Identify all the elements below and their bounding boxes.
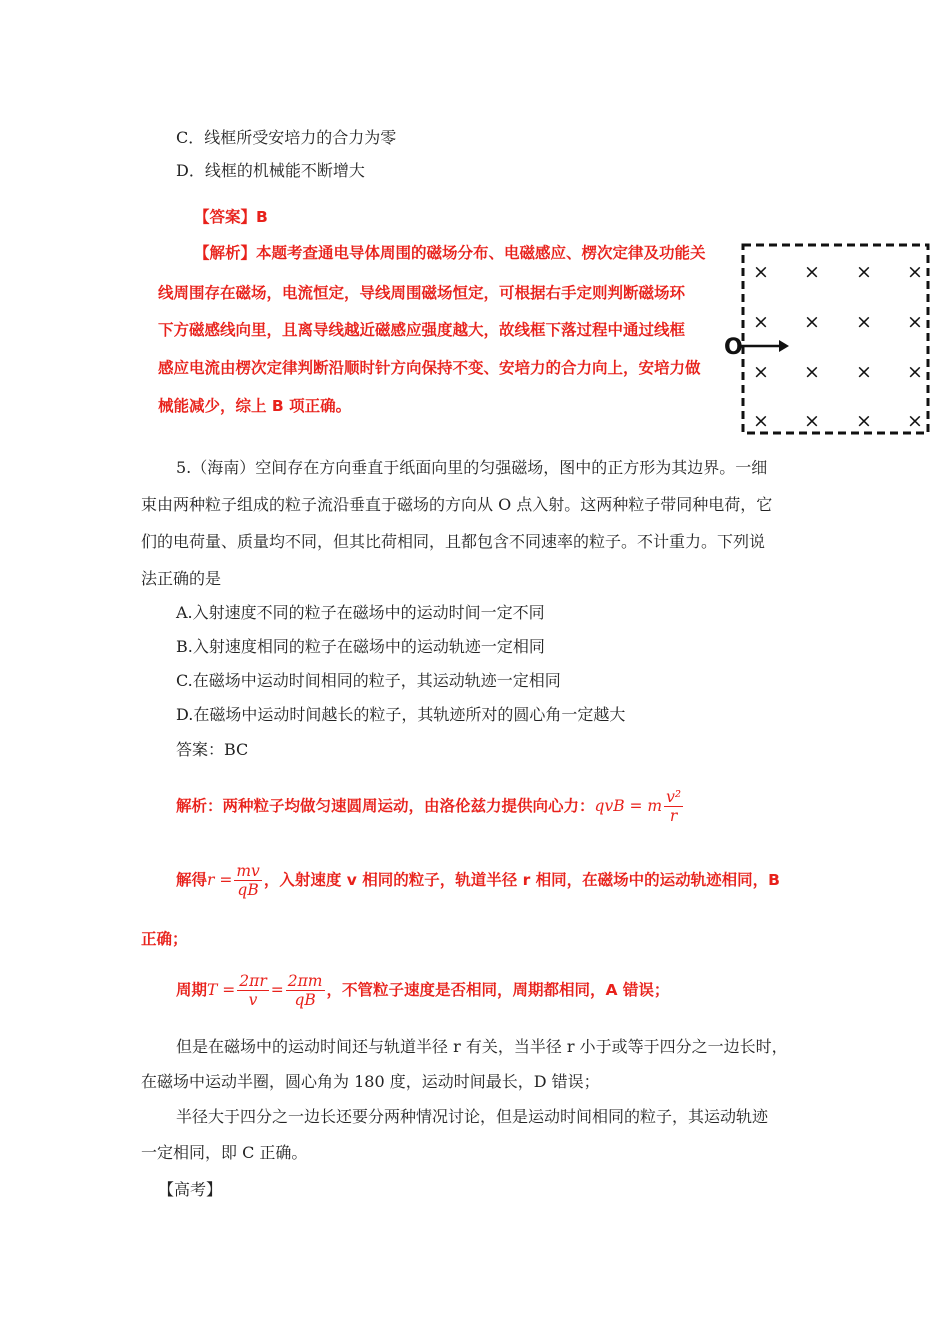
field-mark-2-3: × (907, 361, 923, 383)
analysis-line-1 (194, 243, 706, 263)
fraction-2pir-over-v (237, 972, 268, 1009)
fraction-v2-over-r (664, 788, 683, 825)
field-mark-1-0: × (753, 311, 769, 333)
field-mark-1-1: × (804, 311, 820, 333)
period-equation: T = (207, 981, 236, 999)
field-mark-0-3: × (907, 261, 923, 283)
q5-stem-line-2: 束由两种粒子组成的粒子流沿垂直于磁场的方向从 O 点入射。这两种粒子带同种电荷，它 (141, 495, 773, 514)
field-mark-0-0: × (753, 261, 769, 283)
field-mark-0-2: × (856, 261, 872, 283)
answer-value: B (256, 208, 268, 226)
fraction-numerator: 2πr (239, 972, 267, 990)
fraction-numerator: mv (236, 862, 260, 880)
fraction-mv-over-qb (234, 862, 261, 899)
radius-equation: r = (207, 871, 233, 889)
magnetic-field-diagram (724, 235, 950, 445)
fraction-denominator: qB (294, 991, 316, 1009)
fraction-numerator: 2πm (287, 972, 323, 990)
q5-stem-line-3: 们的电荷量、质量均不同，但其比荷相同，且都包含不同速率的粒子。不计重力。下列说 (141, 532, 766, 551)
fraction-denominator: r (669, 807, 678, 825)
fraction-numerator: v² (666, 788, 682, 806)
q5-option-c: C.在磁场中运动时间相同的粒子，其运动轨迹一定相同 (176, 671, 561, 690)
field-mark-3-3: × (907, 410, 923, 432)
field-mark-1-2: × (856, 311, 872, 333)
fraction-denominator: v (248, 991, 258, 1009)
analysis-line-4: 感应电流由楞次定律判断沿顺时针方向保持不变、安培力的合力向上，安培力做 (158, 359, 701, 377)
equals-sign: = (270, 981, 284, 999)
analysis-text-1: 本题考查通电导体周围的磁场分布、电磁感应、楞次定律及功能关 (256, 244, 706, 262)
analysis-line-2: 线周围存在磁场，电流恒定，导线周围磁场恒定，可根据右手定则判断磁场环 (158, 284, 686, 302)
analysis-line-5: 械能减少，综上 B 项正确。 (158, 397, 352, 415)
origin-label: O (724, 335, 743, 360)
solution-prefix-4: 周期 (176, 981, 208, 999)
field-mark-3-1: × (804, 410, 820, 432)
paragraph-2-line-2: 一定相同，即 C 正确。 (141, 1143, 308, 1162)
field-mark-2-2: × (856, 361, 872, 383)
section-heading-gaokao: 【高考】 (158, 1180, 223, 1199)
solution-line-1 (176, 788, 685, 825)
entry-arrow-head (779, 340, 789, 352)
solution-prefix-2: 解得 (176, 871, 208, 889)
answer-line (194, 207, 268, 227)
option-c: C．线框所受安培力的合力为零 (176, 128, 397, 147)
field-mark-3-0: × (753, 410, 769, 432)
paragraph-1-line-1: 但是在磁场中的运动时间还与轨道半径 r 有关，当半径 r 小于或等于四分之一边长时， (176, 1037, 788, 1056)
field-mark-2-0: × (753, 361, 769, 383)
lorentz-equation: qvB = m (594, 797, 663, 815)
fraction-2pim-over-qb (286, 972, 325, 1009)
analysis-line-3: 下方磁感线向里，且离导线越近磁感应强度越大，故线框下落过程中通过线框 (158, 321, 686, 339)
q5-option-b: B.入射速度相同的粒子在磁场中的运动轨迹一定相同 (176, 637, 545, 656)
field-mark-0-1: × (804, 261, 820, 283)
q5-stem-line-1: 5.（海南）空间存在方向垂直于纸面向里的匀强磁场，图中的正方形为其边界。一细 (176, 458, 768, 477)
q5-option-a: A.入射速度不同的粒子在磁场中的运动时间一定不同 (176, 603, 545, 622)
analysis-bracket: 【解析】 (194, 244, 257, 262)
q5-stem-line-4: 法正确的是 (141, 569, 222, 588)
paragraph-1-line-2: 在磁场中运动半圈，圆心角为 180 度，运动时间最长，D 错误； (141, 1072, 600, 1091)
option-d: D．线框的机械能不断增大 (176, 161, 365, 180)
solution-line-4 (176, 970, 669, 1010)
field-mark-1-3: × (907, 311, 923, 333)
field-mark-2-1: × (804, 361, 820, 383)
field-mark-3-2: × (856, 410, 872, 432)
solution-text-2: ，入射速度 v 相同的粒子，轨道半径 r 相同，在磁场中的运动轨迹相同，B (263, 871, 780, 889)
paragraph-2-line-1: 半径大于四分之一边长还要分两种情况讨论，但是运动时间相同的粒子，其运动轨迹 (176, 1107, 769, 1126)
fraction-denominator: qB (237, 881, 259, 899)
solution-text-1: 解析：两种粒子均做匀速圆周运动，由洛伦兹力提供向心力： (176, 797, 595, 815)
solution-line-3: 正确； (141, 930, 188, 948)
q5-option-d: D.在磁场中运动时间越长的粒子，其轨迹所对的圆心角一定越大 (176, 705, 626, 724)
q5-answer: 答案：BC (176, 740, 249, 759)
solution-line-2 (176, 860, 780, 900)
solution-text-4: ，不管粒子速度是否相同，周期都相同，A 错误； (326, 981, 670, 999)
answer-bracket: 【答案】 (194, 208, 257, 226)
field-boundary (743, 245, 928, 433)
